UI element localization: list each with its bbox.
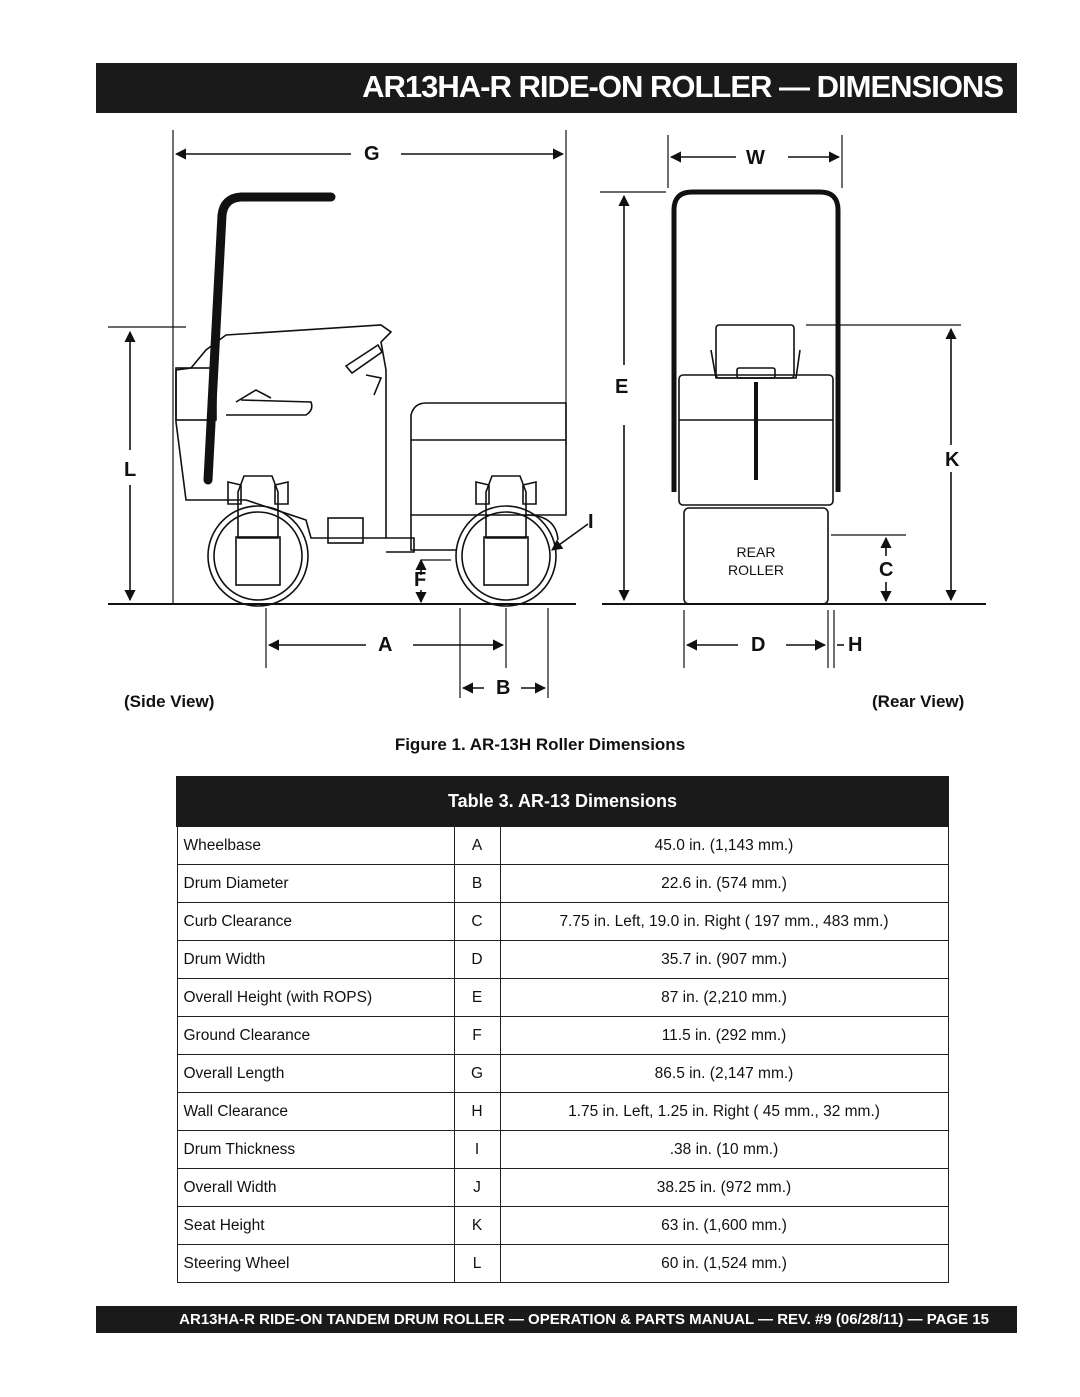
row-value: .38 in. (10 mm.): [500, 1131, 948, 1169]
dim-label-l: L: [124, 459, 137, 481]
rear-view-caption: (Rear View): [872, 692, 965, 711]
page-footer: [96, 1306, 1017, 1333]
dimension-figure: [96, 120, 996, 720]
row-symbol: D: [454, 941, 500, 979]
row-value: 60 in. (1,524 mm.): [500, 1245, 948, 1283]
row-name: Overall Length: [177, 1055, 454, 1093]
table-row: [177, 826, 948, 865]
dim-label-b: B: [496, 677, 511, 699]
table-row: [177, 1131, 948, 1169]
table-row: [177, 1245, 948, 1283]
table-row: [177, 1169, 948, 1207]
dim-label-c: C: [879, 559, 894, 581]
dim-label-g: G: [364, 143, 380, 165]
row-name: Drum Width: [177, 941, 454, 979]
figure-caption: Figure 1. AR-13H Roller Dimensions: [394, 735, 686, 754]
dim-label-f: F: [414, 569, 427, 591]
row-symbol: C: [454, 903, 500, 941]
row-value: 11.5 in. (292 mm.): [500, 1017, 948, 1055]
row-name: Wheelbase: [177, 826, 454, 865]
row-value: 87 in. (2,210 mm.): [500, 979, 948, 1017]
row-symbol: L: [454, 1245, 500, 1283]
dim-label-a: A: [378, 634, 393, 656]
footer-text: AR13HA-R RIDE-ON TANDEM DRUM ROLLER — OPERATION & PARTS MANUAL — REV. #9 (06/28/11) — PAGE 15: [179, 1311, 989, 1328]
row-value: 38.25 in. (972 mm.): [500, 1169, 948, 1207]
table-title: Table 3. AR-13 Dimensions: [177, 777, 948, 826]
table-header-row: [177, 777, 948, 826]
row-name: Steering Wheel: [177, 1245, 454, 1283]
table-row: [177, 903, 948, 941]
row-name: Drum Diameter: [177, 865, 454, 903]
row-name: Overall Height (with ROPS): [177, 979, 454, 1017]
row-name: Overall Width: [177, 1169, 454, 1207]
row-value: 63 in. (1,600 mm.): [500, 1207, 948, 1245]
dim-label-h: H: [848, 634, 863, 656]
table-row: [177, 865, 948, 903]
dim-label-i: I: [588, 511, 594, 533]
row-value: 22.6 in. (574 mm.): [500, 865, 948, 903]
table-row: [177, 1207, 948, 1245]
row-symbol: A: [454, 826, 500, 865]
side-view-caption: (Side View): [124, 692, 215, 711]
table-row: [177, 1055, 948, 1093]
dim-label-k: K: [945, 449, 960, 471]
page-title: AR13HA-R RIDE-ON ROLLER — DIMENSIONS: [362, 69, 1003, 104]
row-value: 7.75 in. Left, 19.0 in. Right ( 197 mm., 483 mm.): [500, 903, 948, 941]
dim-label-d: D: [751, 634, 766, 656]
rear-roller-label-2: ROLLER: [727, 562, 785, 578]
row-name: Ground Clearance: [177, 1017, 454, 1055]
table-row: [177, 1093, 948, 1131]
row-name: Seat Height: [177, 1207, 454, 1245]
row-symbol: J: [454, 1169, 500, 1207]
row-symbol: F: [454, 1017, 500, 1055]
row-symbol: H: [454, 1093, 500, 1131]
page-header: [96, 63, 1017, 113]
row-value: 45.0 in. (1,143 mm.): [500, 826, 948, 865]
row-name: Drum Thickness: [177, 1131, 454, 1169]
row-value: 86.5 in. (2,147 mm.): [500, 1055, 948, 1093]
dim-label-w: W: [746, 147, 765, 169]
row-symbol: K: [454, 1207, 500, 1245]
dim-label-e: E: [615, 376, 629, 398]
table-row: [177, 941, 948, 979]
row-symbol: G: [454, 1055, 500, 1093]
row-name: Wall Clearance: [177, 1093, 454, 1131]
row-value: 1.75 in. Left, 1.25 in. Right ( 45 mm., 32 mm.): [500, 1093, 948, 1131]
dimensions-table: [176, 776, 949, 1283]
row-symbol: I: [454, 1131, 500, 1169]
table-row: [177, 979, 948, 1017]
rear-roller-label-1: REAR: [736, 544, 776, 560]
table-row: [177, 1017, 948, 1055]
roller-drawing: [96, 120, 996, 720]
row-symbol: B: [454, 865, 500, 903]
row-value: 35.7 in. (907 mm.): [500, 941, 948, 979]
row-symbol: E: [454, 979, 500, 1017]
row-name: Curb Clearance: [177, 903, 454, 941]
